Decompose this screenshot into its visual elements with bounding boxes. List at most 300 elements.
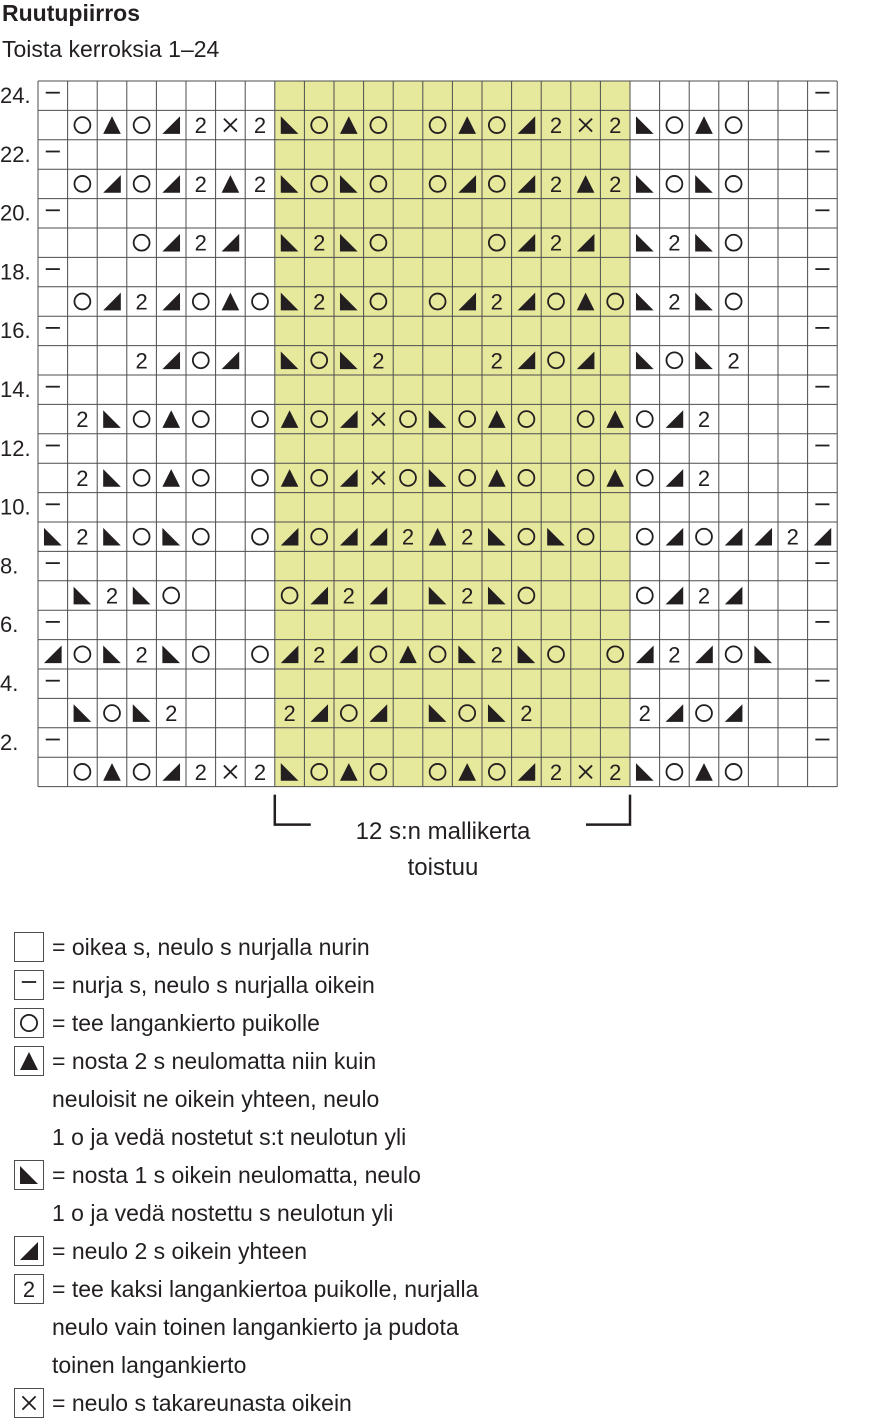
chart-cell — [727, 348, 739, 373]
chart-cell — [666, 528, 684, 546]
circle-icon — [134, 235, 150, 251]
right-slant-triangle-icon — [103, 175, 121, 193]
left-slant-triangle-icon — [636, 351, 654, 369]
chart-cell — [193, 294, 209, 310]
chart-cell — [133, 587, 151, 605]
chart-cell — [74, 117, 90, 133]
left-slant-triangle-icon — [103, 645, 121, 663]
svg-text:2: 2 — [609, 113, 622, 139]
triangle-up-icon — [14, 1046, 44, 1076]
right-slant-triangle-icon — [666, 704, 684, 722]
two-icon — [76, 466, 88, 491]
chart-cell — [636, 116, 654, 134]
chart-cell — [666, 410, 684, 428]
chart-cell — [668, 642, 680, 667]
right-slant-triangle-icon — [695, 645, 713, 663]
two-icon — [283, 701, 295, 726]
chart-cell — [252, 529, 268, 545]
chart-cell — [74, 587, 92, 605]
circle-icon — [193, 470, 209, 486]
circle-icon — [252, 470, 268, 486]
two-icon — [195, 231, 207, 256]
repeat-label-line1: 12 s:n mallikerta — [355, 818, 531, 845]
svg-text:2: 2 — [194, 759, 207, 785]
triangle-up-icon — [103, 763, 121, 781]
svg-text:2: 2 — [609, 171, 622, 197]
svg-text:2: 2 — [490, 348, 503, 374]
chart-cell — [134, 470, 150, 486]
chart-cell — [636, 351, 654, 369]
triangle-up-icon — [695, 116, 713, 134]
two-icon — [461, 525, 473, 550]
chart-cell — [103, 469, 121, 487]
chart-cell — [637, 588, 653, 604]
chart-cell — [193, 411, 209, 427]
legend-text-continued: toinen langankierto — [52, 1352, 247, 1378]
chart-cell — [74, 176, 90, 192]
circle-icon — [252, 411, 268, 427]
right-slant-triangle-icon — [162, 351, 180, 369]
svg-text:2: 2 — [22, 1277, 36, 1302]
triangle-up-icon — [222, 175, 240, 193]
chart-cell — [76, 407, 88, 432]
svg-text:2: 2 — [668, 642, 681, 668]
svg-text:2: 2 — [253, 759, 267, 785]
two-icon — [195, 172, 207, 197]
chart-cell — [74, 646, 90, 662]
chart-cell — [193, 352, 209, 368]
chart-cell — [252, 646, 268, 662]
legend-item — [14, 1042, 874, 1156]
legend-text: = tee kaksi langankiertoa puikolle, nurjalla — [52, 1276, 479, 1302]
svg-text:2: 2 — [253, 171, 267, 197]
two-icon — [609, 172, 621, 197]
legend-text: = nosta 1 s oikein neulomatta, neulo — [52, 1162, 421, 1188]
right-slant-triangle-icon — [162, 234, 180, 252]
two-icon — [550, 172, 562, 197]
svg-text:2: 2 — [668, 289, 681, 315]
svg-text:2: 2 — [727, 348, 740, 374]
chart-cell — [103, 763, 121, 781]
chart-cell — [195, 113, 207, 138]
chart-cell — [254, 760, 266, 785]
right-slant-triangle-icon — [666, 587, 684, 605]
svg-text:2: 2 — [253, 113, 267, 139]
chart-cell — [195, 172, 207, 197]
circle-icon — [666, 176, 682, 192]
chart-cell — [74, 294, 90, 310]
right-slant-triangle-icon — [666, 410, 684, 428]
circle-icon — [193, 646, 209, 662]
legend-text: = neulo 2 s oikein yhteen — [52, 1238, 308, 1264]
chart-cell — [134, 176, 150, 192]
legend-text: = nosta 2 s neulomatta niin kuin — [52, 1048, 377, 1074]
two-icon — [254, 113, 266, 138]
svg-text:2: 2 — [283, 701, 296, 727]
legend-text-continued: neuloisit ne oikein yhteen, neulo — [52, 1086, 380, 1112]
chart-cell — [254, 113, 266, 138]
chart-cell — [162, 293, 180, 311]
right-slant-triangle-icon — [636, 645, 654, 663]
two-icon — [550, 231, 562, 256]
chart-cell — [695, 351, 713, 369]
chart-cell — [609, 113, 621, 138]
row-number-left: 16. — [0, 318, 31, 344]
chart-cell — [550, 172, 562, 197]
row-number-left: 24. — [0, 83, 31, 108]
circle-icon — [666, 764, 682, 780]
svg-text:2: 2 — [549, 230, 563, 256]
chart-cell — [696, 529, 712, 545]
chart-cell — [44, 528, 62, 546]
circle-icon — [252, 294, 268, 310]
row-number-left: 20. — [0, 200, 31, 226]
chart-cell — [695, 116, 713, 134]
row-number-left: 8. — [0, 553, 19, 579]
two-icon — [135, 290, 147, 315]
chart-cell — [252, 294, 268, 310]
right-slant-triangle-icon — [162, 763, 180, 781]
svg-text:2: 2 — [76, 465, 89, 491]
chart-cell — [103, 116, 121, 134]
chart-cell — [103, 293, 121, 311]
chart-cell — [224, 119, 237, 132]
chart-cell — [666, 469, 684, 487]
chart-cell — [222, 234, 240, 252]
legend-text-continued: 1 o ja vedä nostetut s:t neulotun yli — [52, 1124, 407, 1150]
circle-icon — [252, 646, 268, 662]
svg-text:2: 2 — [490, 289, 503, 315]
svg-text:2: 2 — [105, 583, 119, 609]
two-icon — [254, 172, 266, 197]
svg-text:2: 2 — [638, 701, 651, 727]
chart-cell — [550, 231, 562, 256]
chart-cell — [636, 175, 654, 193]
chart-cell — [252, 470, 268, 486]
chart-cell — [491, 290, 503, 315]
circle-icon — [193, 352, 209, 368]
dash-icon — [14, 970, 44, 1000]
circle-icon — [163, 588, 179, 604]
circle-icon — [252, 529, 268, 545]
two-icon — [313, 290, 325, 315]
circle-icon — [637, 411, 653, 427]
chart-cell — [252, 411, 268, 427]
two-icon — [372, 348, 384, 373]
chart-cell — [134, 117, 150, 133]
left-slant-triangle-icon — [636, 293, 654, 311]
svg-text:2: 2 — [194, 230, 207, 256]
cross-icon — [224, 119, 237, 132]
chart-cell — [135, 290, 147, 315]
left-slant-triangle-icon — [636, 175, 654, 193]
chart-cell — [787, 525, 799, 550]
svg-text:2: 2 — [76, 524, 89, 550]
svg-text:2: 2 — [668, 230, 681, 256]
left-slant-triangle-icon — [14, 1160, 44, 1190]
row-number-left: 12. — [0, 435, 31, 461]
chart-cell — [637, 470, 653, 486]
chart-cell — [224, 765, 237, 778]
chart-cell — [636, 234, 654, 252]
legend-item — [14, 1384, 874, 1422]
chart-cell — [550, 760, 562, 785]
left-slant-triangle-icon — [74, 704, 92, 722]
chart-cell — [609, 760, 621, 785]
right-slant-triangle-icon — [44, 645, 62, 663]
legend-item — [14, 1270, 874, 1384]
svg-text:2: 2 — [313, 642, 326, 668]
legend-item — [14, 1004, 874, 1042]
chart-cell — [103, 645, 121, 663]
chart-cell — [726, 117, 742, 133]
chart-cell — [74, 704, 92, 722]
svg-text:2: 2 — [165, 701, 178, 727]
chart-cell — [106, 584, 118, 609]
chart-cell — [698, 584, 710, 609]
svg-text:2: 2 — [342, 583, 355, 609]
left-slant-triangle-icon — [754, 645, 772, 663]
circle-icon — [726, 764, 742, 780]
chart-cell — [313, 290, 325, 315]
two-icon — [313, 231, 325, 256]
chart-cell — [520, 701, 532, 726]
circle-icon — [726, 294, 742, 310]
chart-cell — [636, 293, 654, 311]
svg-text:2: 2 — [76, 407, 89, 433]
circle-icon — [74, 646, 90, 662]
right-slant-triangle-icon — [666, 469, 684, 487]
two-icon — [609, 760, 621, 785]
row-number-left: 14. — [0, 377, 31, 402]
chart-cell — [666, 587, 684, 605]
legend-item — [14, 966, 874, 1004]
legend — [14, 928, 874, 1422]
chart-cell — [754, 645, 772, 663]
chart-cell — [254, 172, 266, 197]
two-icon — [550, 760, 562, 785]
svg-text:2: 2 — [135, 348, 148, 374]
legend-text: = tee langankierto puikolle — [52, 1010, 320, 1036]
two-icon — [698, 407, 710, 432]
svg-text:2: 2 — [372, 348, 385, 374]
circle-icon — [726, 646, 742, 662]
chart-cell — [636, 645, 654, 663]
circle-icon — [193, 529, 209, 545]
chart-cell — [162, 351, 180, 369]
cross-icon — [224, 765, 237, 778]
legend-text: = neulo s takareunasta oikein — [52, 1390, 352, 1416]
right-slant-triangle-icon — [725, 587, 743, 605]
circle-icon — [74, 117, 90, 133]
chart-cell — [698, 407, 710, 432]
chart-cell — [162, 116, 180, 134]
right-slant-triangle-icon — [666, 528, 684, 546]
svg-text:2: 2 — [490, 642, 503, 668]
circle-icon — [193, 411, 209, 427]
two-icon — [491, 642, 503, 667]
chart-cell — [74, 764, 90, 780]
chart-cell — [725, 528, 743, 546]
two-icon — [491, 348, 503, 373]
circle-icon — [637, 470, 653, 486]
row-number-left: 18. — [0, 259, 31, 285]
circle-icon — [193, 294, 209, 310]
chart-cell — [283, 701, 295, 726]
two-icon — [727, 348, 739, 373]
circle-icon — [666, 117, 682, 133]
two-icon — [343, 584, 355, 609]
svg-text:2: 2 — [461, 583, 474, 609]
chart-cell — [698, 466, 710, 491]
svg-text:2: 2 — [697, 583, 711, 609]
two-icon — [254, 760, 266, 785]
two-icon — [195, 760, 207, 785]
svg-text:2: 2 — [609, 759, 622, 785]
chart-cell — [726, 176, 742, 192]
chart-cell — [162, 410, 180, 428]
svg-text:2: 2 — [786, 524, 799, 550]
circle-icon — [637, 529, 653, 545]
chart-cell — [162, 528, 180, 546]
left-slant-triangle-icon — [695, 175, 713, 193]
svg-text:2: 2 — [194, 171, 207, 197]
svg-text:2: 2 — [313, 230, 326, 256]
chart-cell — [491, 348, 503, 373]
circle-icon — [104, 705, 120, 721]
two-icon — [550, 113, 562, 138]
chart-cell — [195, 760, 207, 785]
chart-cell — [668, 290, 680, 315]
chart-cell — [222, 175, 240, 193]
svg-text:2: 2 — [697, 407, 711, 433]
chart-cell — [696, 705, 712, 721]
left-slant-triangle-icon — [695, 351, 713, 369]
chart-cell — [222, 293, 240, 311]
circle-icon — [14, 1008, 44, 1038]
left-slant-triangle-icon — [103, 469, 121, 487]
row-number-left: 10. — [0, 494, 31, 520]
chart-cell — [666, 117, 682, 133]
triangle-up-icon — [162, 469, 180, 487]
chart-cell — [313, 231, 325, 256]
chart-title: Ruutupiirros — [2, 0, 140, 26]
two-icon — [698, 584, 710, 609]
chart-cell — [725, 704, 743, 722]
right-slant-triangle-icon — [14, 1236, 44, 1266]
chart-cell — [135, 348, 147, 373]
chart-cell — [162, 234, 180, 252]
right-slant-triangle-icon — [725, 704, 743, 722]
chart-cell — [695, 763, 713, 781]
circle-icon — [666, 352, 682, 368]
chart-cell — [193, 529, 209, 545]
chart-cell — [609, 172, 621, 197]
chart-cell — [695, 645, 713, 663]
two-icon — [668, 290, 680, 315]
circle-icon — [134, 176, 150, 192]
chart-cell — [754, 528, 772, 546]
svg-text:2: 2 — [549, 171, 563, 197]
chart-cell — [726, 235, 742, 251]
triangle-up-icon — [162, 410, 180, 428]
right-slant-triangle-icon — [222, 234, 240, 252]
chart-cell — [814, 528, 832, 546]
two-icon — [639, 701, 651, 726]
chart-cell — [103, 175, 121, 193]
left-slant-triangle-icon — [74, 587, 92, 605]
two-icon — [195, 113, 207, 138]
chart-cell — [726, 646, 742, 662]
svg-text:2: 2 — [313, 289, 326, 315]
chart-cell — [666, 764, 682, 780]
svg-text:2: 2 — [401, 524, 415, 550]
chart-cell — [491, 642, 503, 667]
cross-icon — [14, 1388, 44, 1418]
left-slant-triangle-icon — [636, 116, 654, 134]
chart-cell — [637, 529, 653, 545]
right-slant-triangle-icon — [222, 351, 240, 369]
left-slant-triangle-icon — [162, 528, 180, 546]
circle-icon — [74, 176, 90, 192]
chart-cell — [133, 704, 151, 722]
chart-cell — [550, 113, 562, 138]
chart-cell — [193, 470, 209, 486]
circle-icon — [134, 411, 150, 427]
chart-cell — [222, 351, 240, 369]
chart-cell — [402, 525, 414, 550]
legend-item — [14, 1156, 874, 1232]
chart-cell — [134, 235, 150, 251]
row-number-left: 2. — [0, 729, 19, 755]
two-icon — [76, 525, 88, 550]
row-number-left: 6. — [0, 612, 19, 638]
chart-cell — [135, 642, 147, 667]
chart-cell — [162, 645, 180, 663]
repeat-label — [293, 814, 593, 886]
two-icon — [135, 642, 147, 667]
chart-cell — [461, 525, 473, 550]
circle-icon — [726, 117, 742, 133]
right-slant-triangle-icon — [754, 528, 772, 546]
chart-cell — [134, 529, 150, 545]
triangle-up-icon — [103, 116, 121, 134]
right-slant-triangle-icon — [814, 528, 832, 546]
two-icon — [520, 701, 532, 726]
svg-text:2: 2 — [135, 642, 148, 668]
circle-icon — [134, 470, 150, 486]
chart-cell — [76, 525, 88, 550]
circle-icon — [134, 529, 150, 545]
chart-cell — [162, 763, 180, 781]
right-slant-triangle-icon — [162, 116, 180, 134]
chart-cell — [103, 410, 121, 428]
chart-cell — [103, 528, 121, 546]
left-slant-triangle-icon — [695, 293, 713, 311]
left-slant-triangle-icon — [636, 763, 654, 781]
chart-cell — [104, 705, 120, 721]
svg-text:2: 2 — [194, 113, 207, 139]
chart-cell — [639, 701, 651, 726]
chart-cell — [461, 584, 473, 609]
right-slant-triangle-icon — [162, 293, 180, 311]
two-icon — [76, 407, 88, 432]
circle-icon — [637, 588, 653, 604]
circle-icon — [726, 176, 742, 192]
chart-cell — [726, 294, 742, 310]
svg-text:2: 2 — [549, 759, 563, 785]
left-slant-triangle-icon — [103, 410, 121, 428]
